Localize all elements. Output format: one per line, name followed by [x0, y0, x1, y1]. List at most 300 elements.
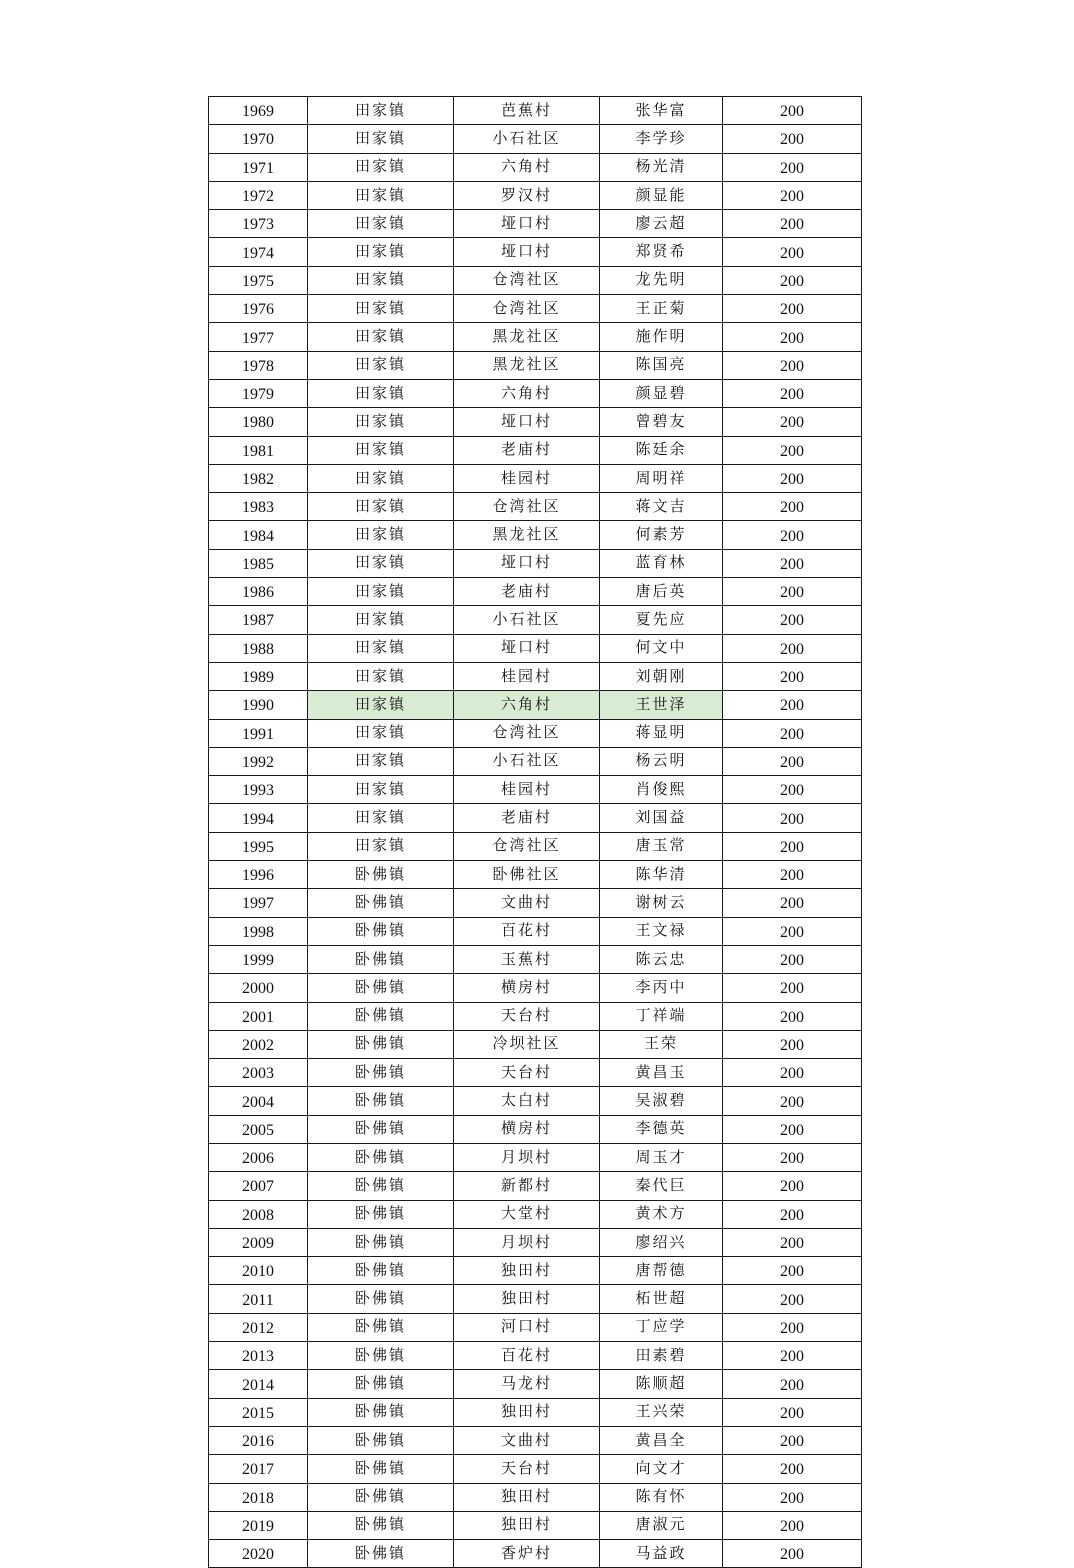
table-row [209, 832, 862, 860]
table-row [209, 1002, 862, 1030]
name-cell: 王正菊 [600, 295, 723, 323]
name-cell: 蒋显明 [600, 719, 723, 747]
village-cell: 独田村 [454, 1483, 600, 1511]
row-number-cell: 1991 [209, 719, 308, 747]
name-cell: 何素芳 [600, 521, 723, 549]
village-cell: 垭口村 [454, 210, 600, 238]
amount-cell: 200 [723, 1540, 862, 1568]
name-cell: 肖俊熙 [600, 776, 723, 804]
table-row [209, 379, 862, 407]
row-number-cell: 1975 [209, 266, 308, 294]
row-number-cell: 2008 [209, 1200, 308, 1228]
row-number-cell: 1973 [209, 210, 308, 238]
table-row [209, 606, 862, 634]
name-cell: 陈廷余 [600, 436, 723, 464]
village-cell: 百花村 [454, 917, 600, 945]
row-number-cell: 2019 [209, 1511, 308, 1539]
village-cell: 垭口村 [454, 634, 600, 662]
row-number-cell: 1969 [209, 97, 308, 125]
name-cell: 杨光清 [600, 153, 723, 181]
name-cell: 丁祥端 [600, 1002, 723, 1030]
row-number-cell: 1977 [209, 323, 308, 351]
village-cell: 老庙村 [454, 804, 600, 832]
village-cell: 仓湾社区 [454, 493, 600, 521]
table-row [209, 181, 862, 209]
name-cell: 杨云明 [600, 747, 723, 775]
village-cell: 月坝村 [454, 1143, 600, 1171]
village-cell: 天台村 [454, 1059, 600, 1087]
amount-cell: 200 [723, 889, 862, 917]
name-cell: 谢树云 [600, 889, 723, 917]
name-cell: 唐淑元 [600, 1511, 723, 1539]
table-row [209, 1313, 862, 1341]
row-number-cell: 1997 [209, 889, 308, 917]
town-cell: 田家镇 [308, 634, 454, 662]
village-cell: 黑龙社区 [454, 351, 600, 379]
name-cell: 李德英 [600, 1115, 723, 1143]
table-row [209, 351, 862, 379]
amount-cell: 200 [723, 747, 862, 775]
amount-cell: 200 [723, 408, 862, 436]
town-cell: 卧佛镇 [308, 1540, 454, 1568]
row-number-cell: 1970 [209, 125, 308, 153]
table-row [209, 153, 862, 181]
village-cell: 小石社区 [454, 606, 600, 634]
village-cell: 天台村 [454, 1455, 600, 1483]
row-number-cell: 1974 [209, 238, 308, 266]
town-cell: 田家镇 [308, 210, 454, 238]
town-cell: 田家镇 [308, 181, 454, 209]
row-number-cell: 1993 [209, 776, 308, 804]
table-body [209, 97, 862, 1568]
village-cell: 黑龙社区 [454, 323, 600, 351]
name-cell: 陈顺超 [600, 1370, 723, 1398]
village-cell: 仓湾社区 [454, 832, 600, 860]
amount-cell: 200 [723, 861, 862, 889]
row-number-cell: 2011 [209, 1285, 308, 1313]
town-cell: 田家镇 [308, 464, 454, 492]
village-cell: 仓湾社区 [454, 295, 600, 323]
village-cell: 六角村 [454, 379, 600, 407]
row-number-cell: 1982 [209, 464, 308, 492]
amount-cell: 200 [723, 1342, 862, 1370]
amount-cell: 200 [723, 125, 862, 153]
amount-cell: 200 [723, 379, 862, 407]
village-cell: 老庙村 [454, 578, 600, 606]
row-number-cell: 1986 [209, 578, 308, 606]
table-row [209, 1115, 862, 1143]
row-number-cell: 2013 [209, 1342, 308, 1370]
row-number-cell: 2005 [209, 1115, 308, 1143]
name-cell: 刘朝刚 [600, 662, 723, 690]
village-cell: 垭口村 [454, 238, 600, 266]
row-number-cell: 1980 [209, 408, 308, 436]
amount-cell: 200 [723, 238, 862, 266]
table-row [209, 1483, 862, 1511]
town-cell: 卧佛镇 [308, 1313, 454, 1341]
village-cell: 仓湾社区 [454, 719, 600, 747]
row-number-cell: 1971 [209, 153, 308, 181]
row-number-cell: 1989 [209, 662, 308, 690]
town-cell: 卧佛镇 [308, 1143, 454, 1171]
village-cell: 独田村 [454, 1257, 600, 1285]
village-cell: 文曲村 [454, 1426, 600, 1454]
village-cell: 芭蕉村 [454, 97, 600, 125]
amount-cell: 200 [723, 1426, 862, 1454]
table-row [209, 719, 862, 747]
row-number-cell: 1983 [209, 493, 308, 521]
table-row [209, 210, 862, 238]
table-row [209, 97, 862, 125]
table-row [209, 1172, 862, 1200]
village-cell: 河口村 [454, 1313, 600, 1341]
name-cell: 颜显能 [600, 181, 723, 209]
town-cell: 卧佛镇 [308, 1426, 454, 1454]
table-row [209, 436, 862, 464]
name-cell: 吴淑碧 [600, 1087, 723, 1115]
town-cell: 卧佛镇 [308, 1511, 454, 1539]
row-number-cell: 1996 [209, 861, 308, 889]
row-number-cell: 2006 [209, 1143, 308, 1171]
village-cell: 横房村 [454, 974, 600, 1002]
town-cell: 卧佛镇 [308, 1002, 454, 1030]
town-cell: 卧佛镇 [308, 889, 454, 917]
village-cell: 独田村 [454, 1285, 600, 1313]
row-number-cell: 2002 [209, 1030, 308, 1058]
row-number-cell: 1972 [209, 181, 308, 209]
village-cell: 独田村 [454, 1511, 600, 1539]
village-cell: 罗汉村 [454, 181, 600, 209]
table-row [209, 266, 862, 294]
name-cell: 黄昌玉 [600, 1059, 723, 1087]
village-cell: 垭口村 [454, 549, 600, 577]
amount-cell: 200 [723, 662, 862, 690]
name-cell: 龙先明 [600, 266, 723, 294]
name-cell: 曾碧友 [600, 408, 723, 436]
village-cell: 横房村 [454, 1115, 600, 1143]
amount-cell: 200 [723, 1143, 862, 1171]
amount-cell: 200 [723, 181, 862, 209]
amount-cell: 200 [723, 634, 862, 662]
amount-cell: 200 [723, 1002, 862, 1030]
table-row [209, 691, 862, 719]
village-cell: 玉蕉村 [454, 945, 600, 973]
row-number-cell: 2009 [209, 1228, 308, 1256]
row-number-cell: 1992 [209, 747, 308, 775]
village-cell: 马龙村 [454, 1370, 600, 1398]
table-row [209, 1426, 862, 1454]
amount-cell: 200 [723, 351, 862, 379]
table-row [209, 1455, 862, 1483]
village-cell: 卧佛社区 [454, 861, 600, 889]
amount-cell: 200 [723, 1115, 862, 1143]
town-cell: 田家镇 [308, 493, 454, 521]
town-cell: 田家镇 [308, 691, 454, 719]
town-cell: 卧佛镇 [308, 1200, 454, 1228]
table-row [209, 1511, 862, 1539]
town-cell: 卧佛镇 [308, 1228, 454, 1256]
table-row [209, 125, 862, 153]
row-number-cell: 1990 [209, 691, 308, 719]
town-cell: 田家镇 [308, 153, 454, 181]
name-cell: 陈云忠 [600, 945, 723, 973]
town-cell: 卧佛镇 [308, 1059, 454, 1087]
row-number-cell: 1995 [209, 832, 308, 860]
name-cell: 李学珍 [600, 125, 723, 153]
town-cell: 田家镇 [308, 719, 454, 747]
name-cell: 蒋文吉 [600, 493, 723, 521]
table-row [209, 747, 862, 775]
town-cell: 卧佛镇 [308, 1285, 454, 1313]
row-number-cell: 1984 [209, 521, 308, 549]
amount-cell: 200 [723, 1370, 862, 1398]
town-cell: 田家镇 [308, 408, 454, 436]
table-row [209, 295, 862, 323]
amount-cell: 200 [723, 1228, 862, 1256]
name-cell: 王世泽 [600, 691, 723, 719]
table-row [209, 889, 862, 917]
name-cell: 夏先应 [600, 606, 723, 634]
village-cell: 桂园村 [454, 776, 600, 804]
name-cell: 王兴荣 [600, 1398, 723, 1426]
village-cell: 太白村 [454, 1087, 600, 1115]
name-cell: 周明祥 [600, 464, 723, 492]
amount-cell: 200 [723, 1483, 862, 1511]
town-cell: 田家镇 [308, 351, 454, 379]
name-cell: 唐后英 [600, 578, 723, 606]
table-row [209, 1087, 862, 1115]
table-row [209, 1540, 862, 1568]
amount-cell: 200 [723, 832, 862, 860]
amount-cell: 200 [723, 1285, 862, 1313]
table-row [209, 917, 862, 945]
table-row [209, 861, 862, 889]
amount-cell: 200 [723, 323, 862, 351]
table-row [209, 804, 862, 832]
amount-cell: 200 [723, 295, 862, 323]
amount-cell: 200 [723, 719, 862, 747]
amount-cell: 200 [723, 1030, 862, 1058]
amount-cell: 200 [723, 464, 862, 492]
name-cell: 廖云超 [600, 210, 723, 238]
name-cell: 王文禄 [600, 917, 723, 945]
table-row [209, 1059, 862, 1087]
name-cell: 蓝育林 [600, 549, 723, 577]
town-cell: 田家镇 [308, 832, 454, 860]
amount-cell: 200 [723, 804, 862, 832]
row-number-cell: 2016 [209, 1426, 308, 1454]
name-cell: 廖绍兴 [600, 1228, 723, 1256]
amount-cell: 200 [723, 97, 862, 125]
table-row [209, 1257, 862, 1285]
village-cell: 六角村 [454, 691, 600, 719]
name-cell: 陈华清 [600, 861, 723, 889]
town-cell: 田家镇 [308, 266, 454, 294]
table-row [209, 578, 862, 606]
village-cell: 大堂村 [454, 1200, 600, 1228]
row-number-cell: 2012 [209, 1313, 308, 1341]
name-cell: 何文中 [600, 634, 723, 662]
name-cell: 唐帮德 [600, 1257, 723, 1285]
town-cell: 田家镇 [308, 662, 454, 690]
name-cell: 施作明 [600, 323, 723, 351]
row-number-cell: 1987 [209, 606, 308, 634]
row-number-cell: 2015 [209, 1398, 308, 1426]
name-cell: 张华富 [600, 97, 723, 125]
row-number-cell: 1976 [209, 295, 308, 323]
village-cell: 文曲村 [454, 889, 600, 917]
town-cell: 田家镇 [308, 436, 454, 464]
amount-cell: 200 [723, 917, 862, 945]
town-cell: 田家镇 [308, 323, 454, 351]
name-cell: 柘世超 [600, 1285, 723, 1313]
village-cell: 黑龙社区 [454, 521, 600, 549]
amount-cell: 200 [723, 521, 862, 549]
table-row [209, 662, 862, 690]
table-row [209, 521, 862, 549]
row-number-cell: 2010 [209, 1257, 308, 1285]
amount-cell: 200 [723, 1172, 862, 1200]
row-number-cell: 1999 [209, 945, 308, 973]
row-number-cell: 2018 [209, 1483, 308, 1511]
table-row [209, 1200, 862, 1228]
amount-cell: 200 [723, 1059, 862, 1087]
village-cell: 老庙村 [454, 436, 600, 464]
amount-cell: 200 [723, 493, 862, 521]
row-number-cell: 2003 [209, 1059, 308, 1087]
table-row [209, 974, 862, 1002]
town-cell: 卧佛镇 [308, 1115, 454, 1143]
town-cell: 田家镇 [308, 747, 454, 775]
amount-cell: 200 [723, 1257, 862, 1285]
row-number-cell: 1978 [209, 351, 308, 379]
village-cell: 小石社区 [454, 125, 600, 153]
name-cell: 马益政 [600, 1540, 723, 1568]
name-cell: 周玉才 [600, 1143, 723, 1171]
town-cell: 卧佛镇 [308, 1370, 454, 1398]
amount-cell: 200 [723, 1398, 862, 1426]
table-row [209, 408, 862, 436]
village-cell: 仓湾社区 [454, 266, 600, 294]
village-cell: 月坝村 [454, 1228, 600, 1256]
name-cell: 李丙中 [600, 974, 723, 1002]
table-row [209, 1030, 862, 1058]
row-number-cell: 2014 [209, 1370, 308, 1398]
town-cell: 卧佛镇 [308, 1030, 454, 1058]
table-row [209, 1228, 862, 1256]
village-cell: 桂园村 [454, 662, 600, 690]
amount-cell: 200 [723, 1455, 862, 1483]
village-cell: 天台村 [454, 1002, 600, 1030]
row-number-cell: 1981 [209, 436, 308, 464]
town-cell: 卧佛镇 [308, 1398, 454, 1426]
village-cell: 新都村 [454, 1172, 600, 1200]
table-row [209, 238, 862, 266]
town-cell: 卧佛镇 [308, 1483, 454, 1511]
amount-cell: 200 [723, 974, 862, 1002]
town-cell: 田家镇 [308, 125, 454, 153]
row-number-cell: 1988 [209, 634, 308, 662]
name-cell: 陈有怀 [600, 1483, 723, 1511]
row-number-cell: 1985 [209, 549, 308, 577]
amount-cell: 200 [723, 266, 862, 294]
name-cell: 刘国益 [600, 804, 723, 832]
town-cell: 田家镇 [308, 578, 454, 606]
town-cell: 田家镇 [308, 549, 454, 577]
village-cell: 独田村 [454, 1398, 600, 1426]
village-cell: 六角村 [454, 153, 600, 181]
village-cell: 百花村 [454, 1342, 600, 1370]
town-cell: 田家镇 [308, 295, 454, 323]
table-row [209, 1398, 862, 1426]
town-cell: 卧佛镇 [308, 917, 454, 945]
amount-cell: 200 [723, 153, 862, 181]
row-number-cell: 2004 [209, 1087, 308, 1115]
village-cell: 小石社区 [454, 747, 600, 775]
name-cell: 黄昌全 [600, 1426, 723, 1454]
town-cell: 田家镇 [308, 606, 454, 634]
table-row [209, 323, 862, 351]
amount-cell: 200 [723, 210, 862, 238]
name-cell: 陈国亮 [600, 351, 723, 379]
amount-cell: 200 [723, 1313, 862, 1341]
name-cell: 颜显碧 [600, 379, 723, 407]
town-cell: 卧佛镇 [308, 861, 454, 889]
town-cell: 卧佛镇 [308, 1172, 454, 1200]
town-cell: 田家镇 [308, 97, 454, 125]
name-cell: 黄术方 [600, 1200, 723, 1228]
town-cell: 田家镇 [308, 521, 454, 549]
table-row [209, 549, 862, 577]
row-number-cell: 1994 [209, 804, 308, 832]
table-row [209, 1370, 862, 1398]
town-cell: 卧佛镇 [308, 1342, 454, 1370]
row-number-cell: 2017 [209, 1455, 308, 1483]
amount-cell: 200 [723, 606, 862, 634]
town-cell: 卧佛镇 [308, 1257, 454, 1285]
table-row [209, 464, 862, 492]
village-cell: 冷坝社区 [454, 1030, 600, 1058]
row-number-cell: 1979 [209, 379, 308, 407]
village-cell: 桂园村 [454, 464, 600, 492]
table-row [209, 1342, 862, 1370]
table-row [209, 493, 862, 521]
town-cell: 卧佛镇 [308, 945, 454, 973]
amount-cell: 200 [723, 578, 862, 606]
subsidy-roster-table [208, 96, 862, 1568]
amount-cell: 200 [723, 549, 862, 577]
town-cell: 田家镇 [308, 804, 454, 832]
amount-cell: 200 [723, 945, 862, 973]
town-cell: 卧佛镇 [308, 974, 454, 1002]
name-cell: 秦代巨 [600, 1172, 723, 1200]
town-cell: 田家镇 [308, 379, 454, 407]
village-cell: 垭口村 [454, 408, 600, 436]
amount-cell: 200 [723, 436, 862, 464]
amount-cell: 200 [723, 776, 862, 804]
row-number-cell: 2007 [209, 1172, 308, 1200]
name-cell: 唐玉常 [600, 832, 723, 860]
town-cell: 田家镇 [308, 238, 454, 266]
row-number-cell: 2000 [209, 974, 308, 1002]
name-cell: 王荣 [600, 1030, 723, 1058]
name-cell: 向文才 [600, 1455, 723, 1483]
name-cell: 郑贤希 [600, 238, 723, 266]
amount-cell: 200 [723, 1087, 862, 1115]
row-number-cell: 2001 [209, 1002, 308, 1030]
town-cell: 卧佛镇 [308, 1087, 454, 1115]
row-number-cell: 2020 [209, 1540, 308, 1568]
